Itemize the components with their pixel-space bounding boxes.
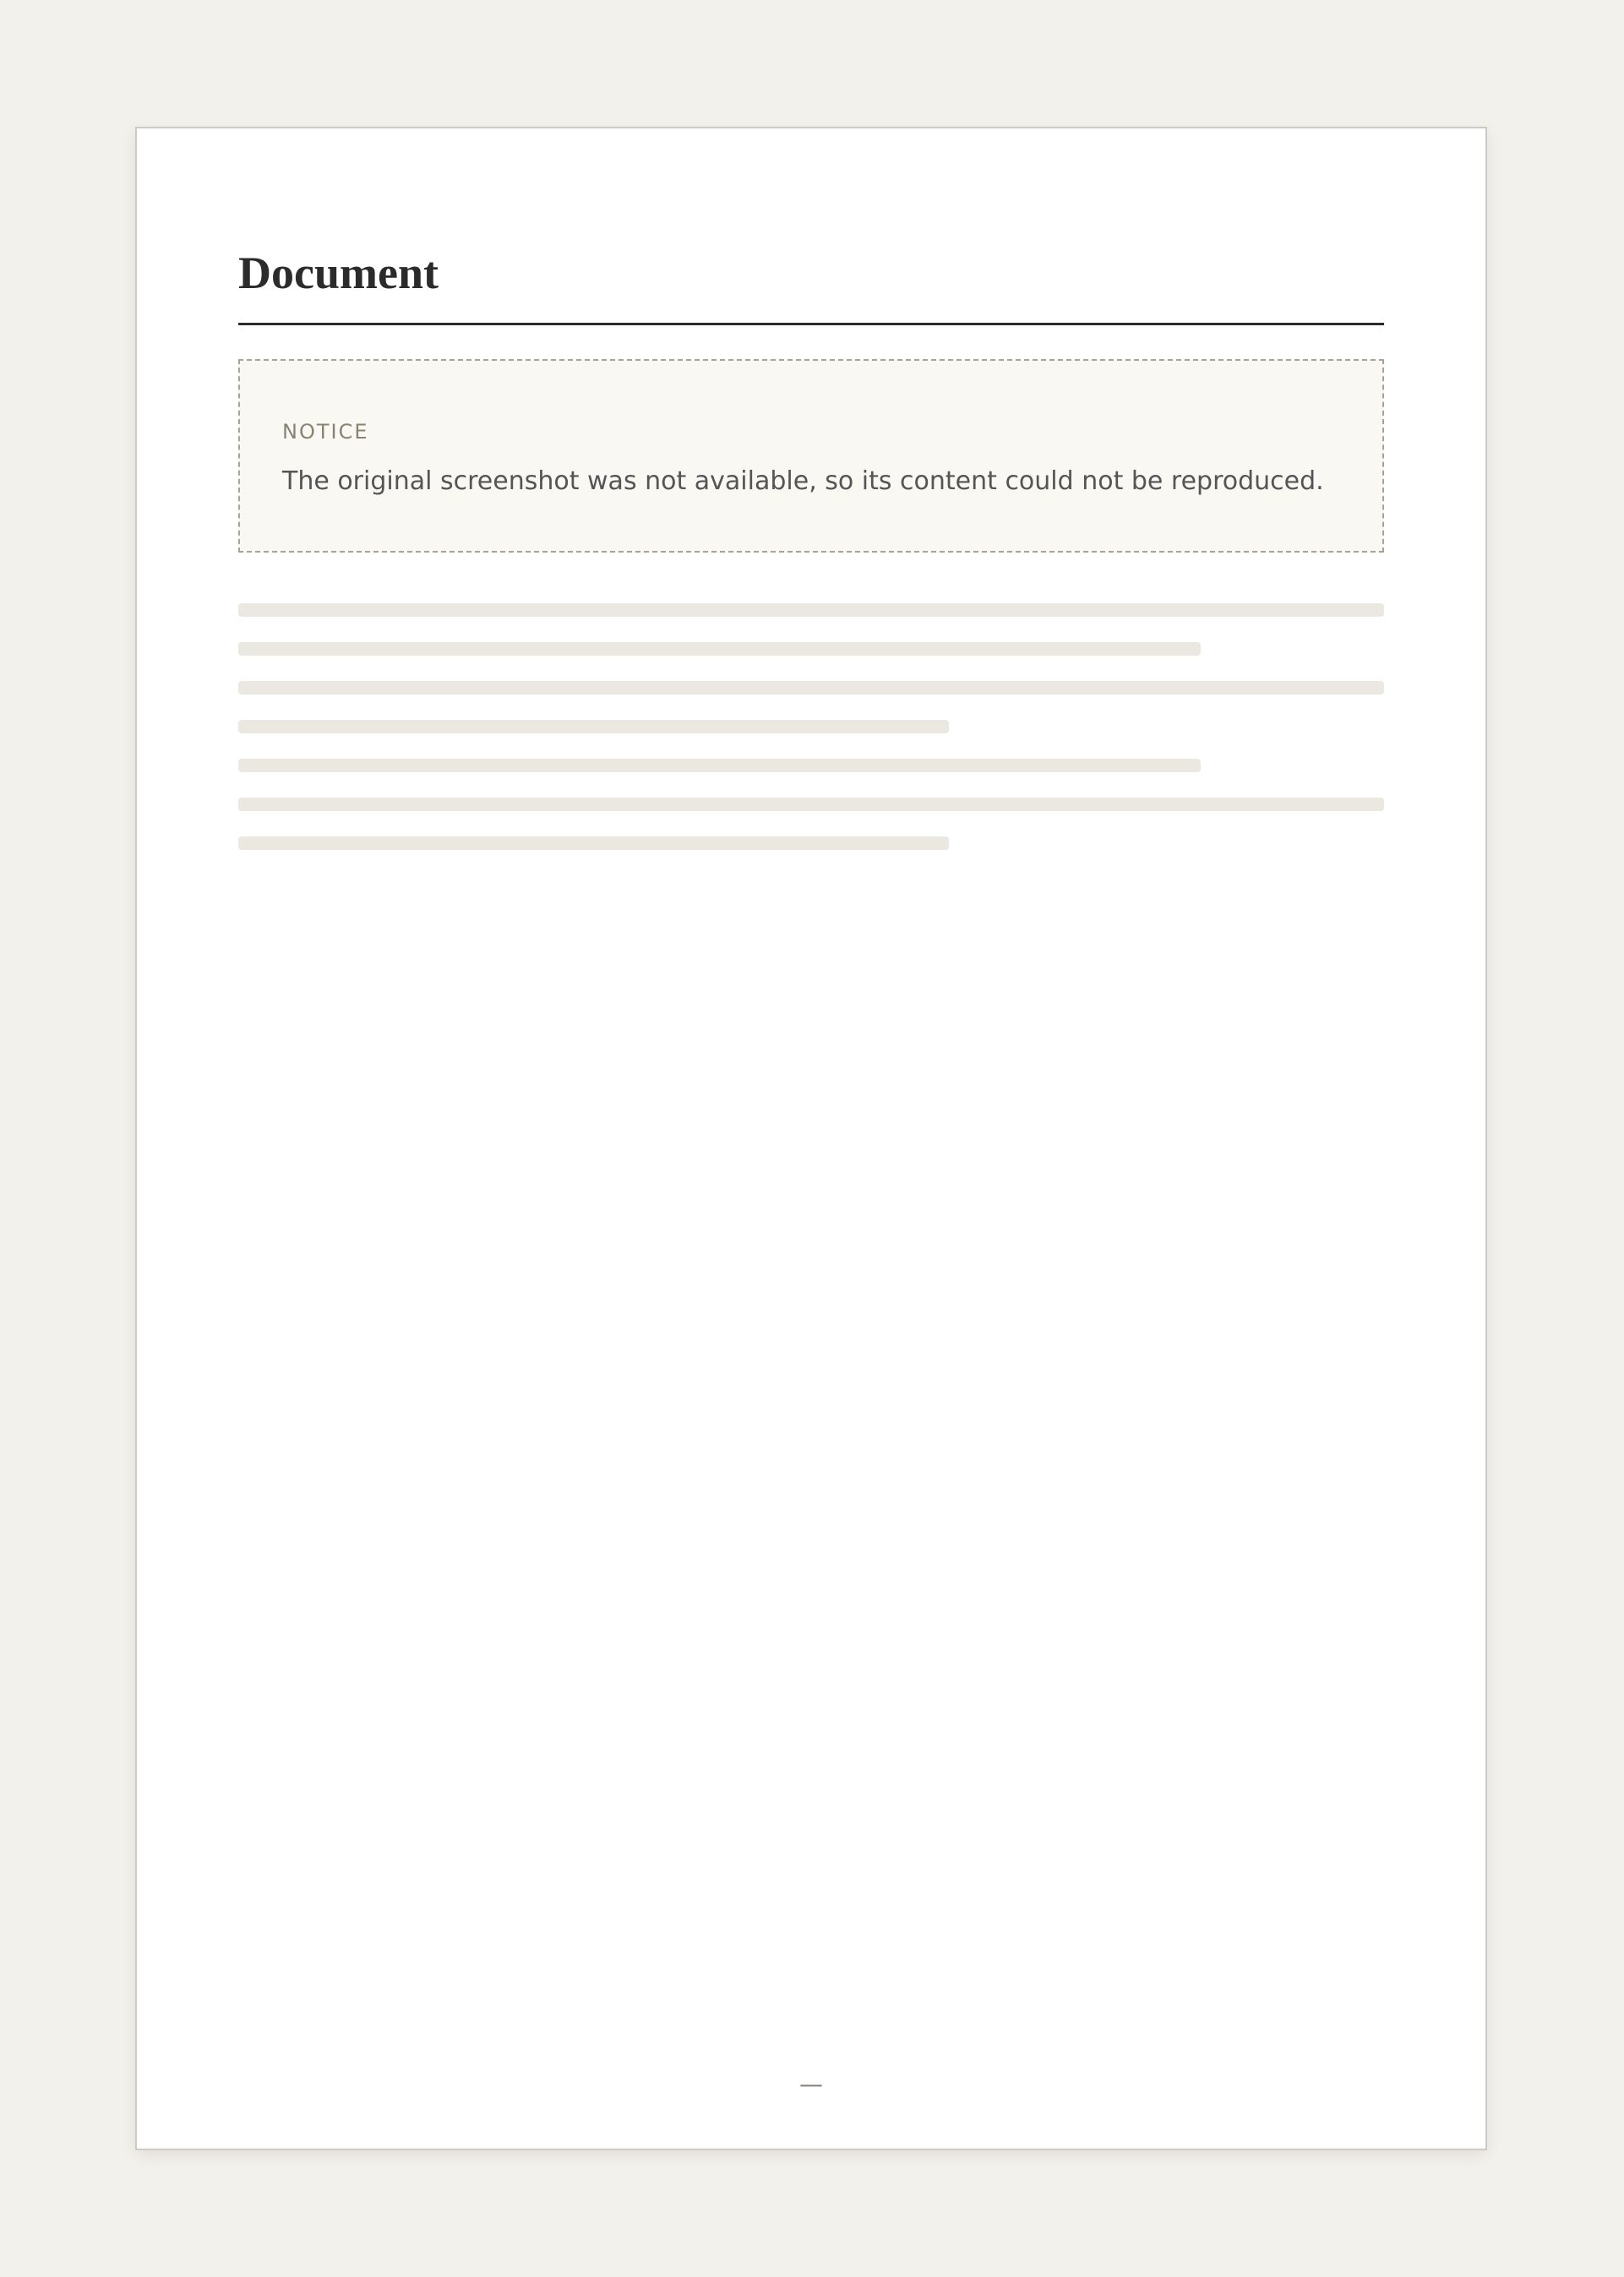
document-title: Document — [238, 248, 439, 298]
title-divider — [238, 323, 1384, 325]
document-body — [238, 247, 1384, 2013]
placeholder-line — [238, 603, 1384, 617]
placeholder-line — [238, 720, 949, 733]
notice-label: NOTICE — [282, 420, 369, 444]
notice-text: The original screenshot was not available, so its content could not be reproduced. — [282, 466, 1324, 496]
placeholder-line — [238, 759, 1201, 772]
notice-box — [238, 359, 1384, 553]
placeholder-text-lines — [238, 603, 1384, 850]
placeholder-line — [238, 836, 949, 850]
page-footer: — — [799, 2070, 823, 2098]
placeholder-line — [238, 681, 1384, 695]
placeholder-line — [238, 798, 1384, 811]
document-sheet — [135, 127, 1487, 2150]
placeholder-line — [238, 642, 1201, 656]
